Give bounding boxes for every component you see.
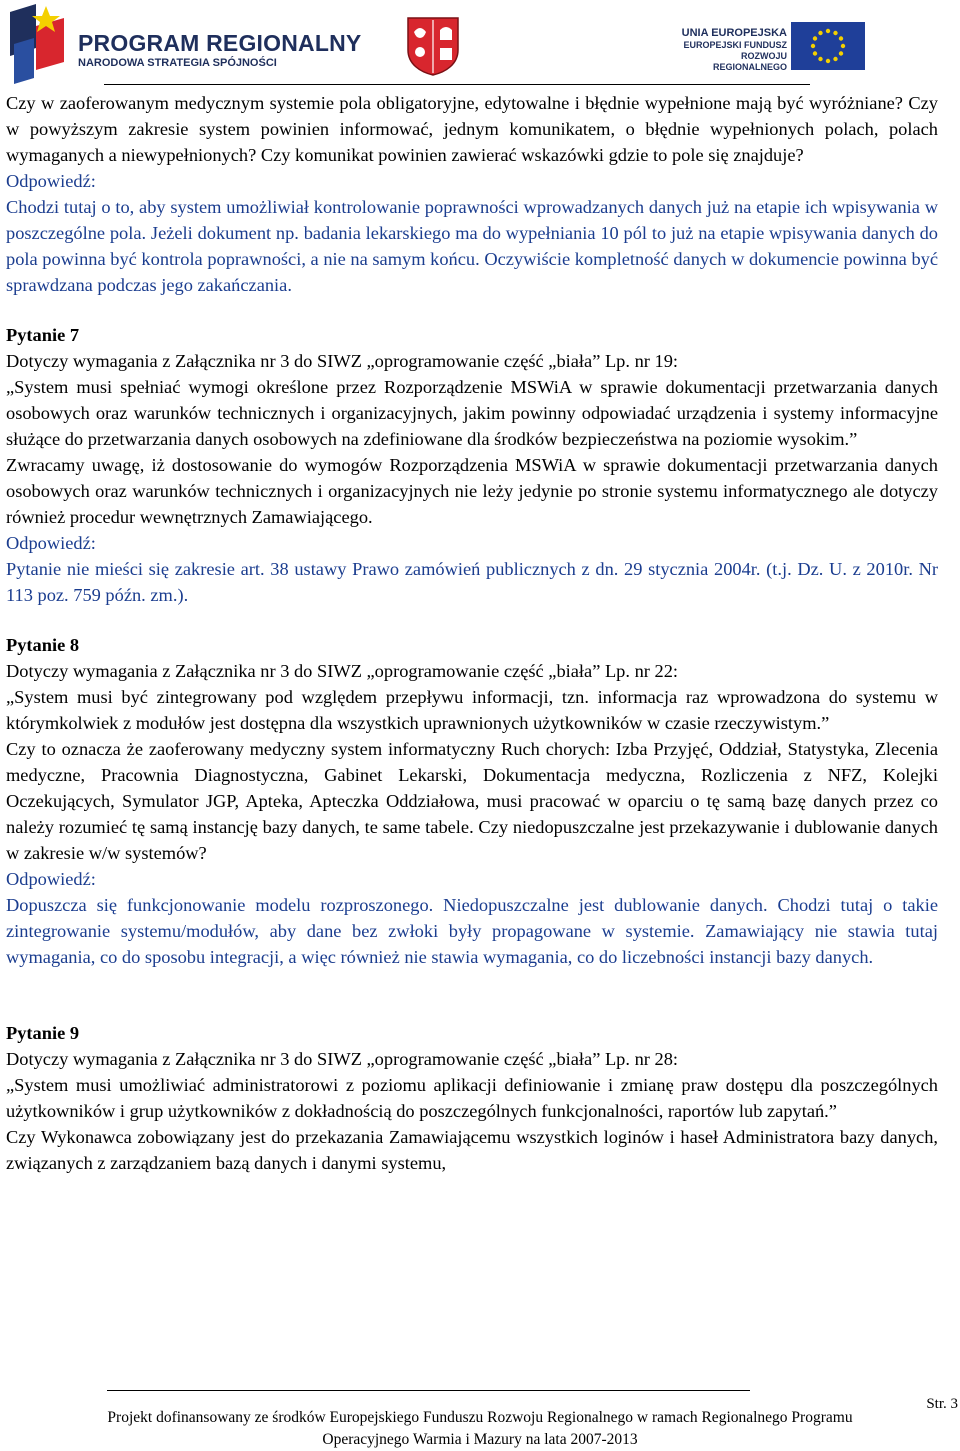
answer-label: Odpowiedź: bbox=[6, 533, 96, 553]
footer-line-1: Projekt dofinansowany ze środków Europejskiego Funduszu Rozwoju Regionalnego w ramach Regionalnego Programu bbox=[107, 1409, 853, 1426]
eu-title: UNIA EUROPEJSKA bbox=[681, 27, 787, 39]
question-8-title: Pytanie 8 bbox=[6, 635, 80, 655]
footer-divider bbox=[107, 1390, 750, 1391]
question-9-text: Czy Wykonawca zobowiązany jest do przekazania Zamawiającemu wszystkich loginów i haseł Administratora bazy danych, związanych z zarządzaniem bazą danych i danymi systemu, bbox=[6, 1127, 938, 1173]
question-7-quote: „System musi spełniać wymogi określone przez Rozporządzenie MSWiA w sprawie dokumentacji przetwarzania danych osobowych oraz warunków technicznych i organizacyjnych, jakim powinny odpowiadać urządzenia i systemy informacyjne służące do przetwarzania danych osobowych na zdefiniowane dla środków bezpieczeństwa na poziomie wysokim.” bbox=[6, 377, 938, 449]
question-8-quote: „System musi być zintegrowany pod względem przepływu informacji, tzn. informacja raz wprowadzona do systemu w którymkolwiek z modułów jest dostępna dla wszystkich uprawnionych użytkowników w czasie rzeczywistym.” bbox=[6, 687, 938, 733]
question-8-answer: Dopuszcza się funkcjonowanie modelu rozproszonego. Niedopuszczalne jest dublowanie danych. Chodzi tutaj o takie zintegrowanie systemu/modułów, aby dane bez zwłoki były propagowane w systemie. Zamawiający nie stawia tutaj wymagania, co do sposobu integracji, a więc również nie stawia wymagania, co do liczebności instancji bazy danych. bbox=[6, 895, 938, 967]
question-9-title: Pytanie 9 bbox=[6, 1023, 80, 1043]
program-regionalny-logo bbox=[6, 4, 362, 84]
answer-label: Odpowiedź: bbox=[6, 869, 96, 889]
intro-answer: Chodzi tutaj o to, aby system umożliwiał kontrolowanie poprawności wprowadzanych danych już na etapie ich wpisywania w poszczególne pola. Jeżeli dokument np. badania lekarskiego ma do wypełniania 10 pól to już na etapie wpisywania danych do pola powinna być kontrola poprawności, a nie na samym końcu. Oczywiście kompletność danych w dokumencie powinna być sprawdzana podczas jego zakańczania. bbox=[6, 197, 938, 295]
document-body bbox=[6, 90, 938, 1176]
question-7-reference: Dotyczy wymagania z Załącznika nr 3 do SIWZ „oprogramowanie część „biała” Lp. nr 19: bbox=[6, 351, 678, 371]
answer-label: Odpowiedź: bbox=[6, 171, 96, 191]
question-8-reference: Dotyczy wymagania z Załącznika nr 3 do SIWZ „oprogramowanie część „biała” Lp. nr 22: bbox=[6, 661, 678, 681]
eu-flag-icon bbox=[791, 22, 865, 70]
header-divider bbox=[104, 84, 810, 85]
page-footer bbox=[0, 1407, 960, 1451]
question-7-title: Pytanie 7 bbox=[6, 325, 80, 345]
question-7-answer: Pytanie nie mieści się zakresie art. 38 ustawy Prawo zamówień publicznych z dn. 29 stycznia 2004r. (t.j. Dz. U. z 2010r. Nr 113 poz. 759 późn. zm.). bbox=[6, 559, 938, 605]
program-title: PROGRAM REGIONALNY bbox=[78, 30, 362, 56]
eu-fund-line2: ROZWOJU REGIONALNEGO bbox=[712, 51, 787, 72]
eu-fund-line1: EUROPEJSKI FUNDUSZ bbox=[683, 40, 787, 50]
footer-line-2: Operacyjnego Warmia i Mazury na lata 2007-2013 bbox=[322, 1431, 638, 1448]
question-7-text: Zwracamy uwagę, iż dostosowanie do wymogów Rozporządzenia MSWiA w sprawie dokumentacji przetwarzania danych osobowych oraz warunków technicznych i organizacyjnych nie leży jedynie po stronie systemu informatycznego ale dotyczy również procedur wewnętrznych Zamawiającego. bbox=[6, 455, 938, 527]
question-9-reference: Dotyczy wymagania z Załącznika nr 3 do SIWZ „oprogramowanie część „biała” Lp. nr 28: bbox=[6, 1049, 678, 1069]
page-number: Str. 3 bbox=[926, 1396, 958, 1412]
intro-question: Czy w zaoferowanym medycznym systemie pola obligatoryjne, edytowalne i błędnie wypełnione mają być wyróżniane? Czy w powyższym zakresie system powinien informować, jednym komunikatem, o błędnie wypełnionych polach, polach wymaganych a niewypełnionych? Czy komunikat powinien zawierać wskazówki gdzie to pole się znajduje? bbox=[6, 93, 938, 165]
eu-erdf-logo bbox=[667, 22, 867, 72]
program-regionalny-mark-icon bbox=[6, 4, 70, 84]
question-8-text: Czy to oznacza że zaoferowany medyczny system informatyczny Ruch chorych: Izba Przyjęć, Oddział, Statystyka, Zlecenia medyczne, Pracownia Diagnostyczna, Gabinet Lekarski, Dokumentacja medyczna, Rozliczenia z NFZ, Kolejki Oczekujących, Symulator JGP, Apteka, Apteczka Oddziałowa, musi pracować w oparciu o tę samą bazę danych przez co należy rozumieć tę samą instancję bazy danych, te same tabele. Czy niedopuszczalne jest przekazywanie i dublowanie danych w zakresie w/w systemów? bbox=[6, 739, 938, 863]
program-subtitle: NARODOWA STRATEGIA SPÓJNOŚCI bbox=[78, 57, 277, 69]
question-9-quote: „System musi umożliwiać administratorowi z poziomu aplikacji definiowanie i zmianę praw dostępu dla poszczególnych użytkowników i grup użytkowników z dokładnością do poszczególnych funkcjonalności, raportów lub zapytań.” bbox=[6, 1075, 938, 1121]
page-header bbox=[0, 0, 960, 88]
warmia-mazury-crest-icon bbox=[406, 16, 460, 76]
